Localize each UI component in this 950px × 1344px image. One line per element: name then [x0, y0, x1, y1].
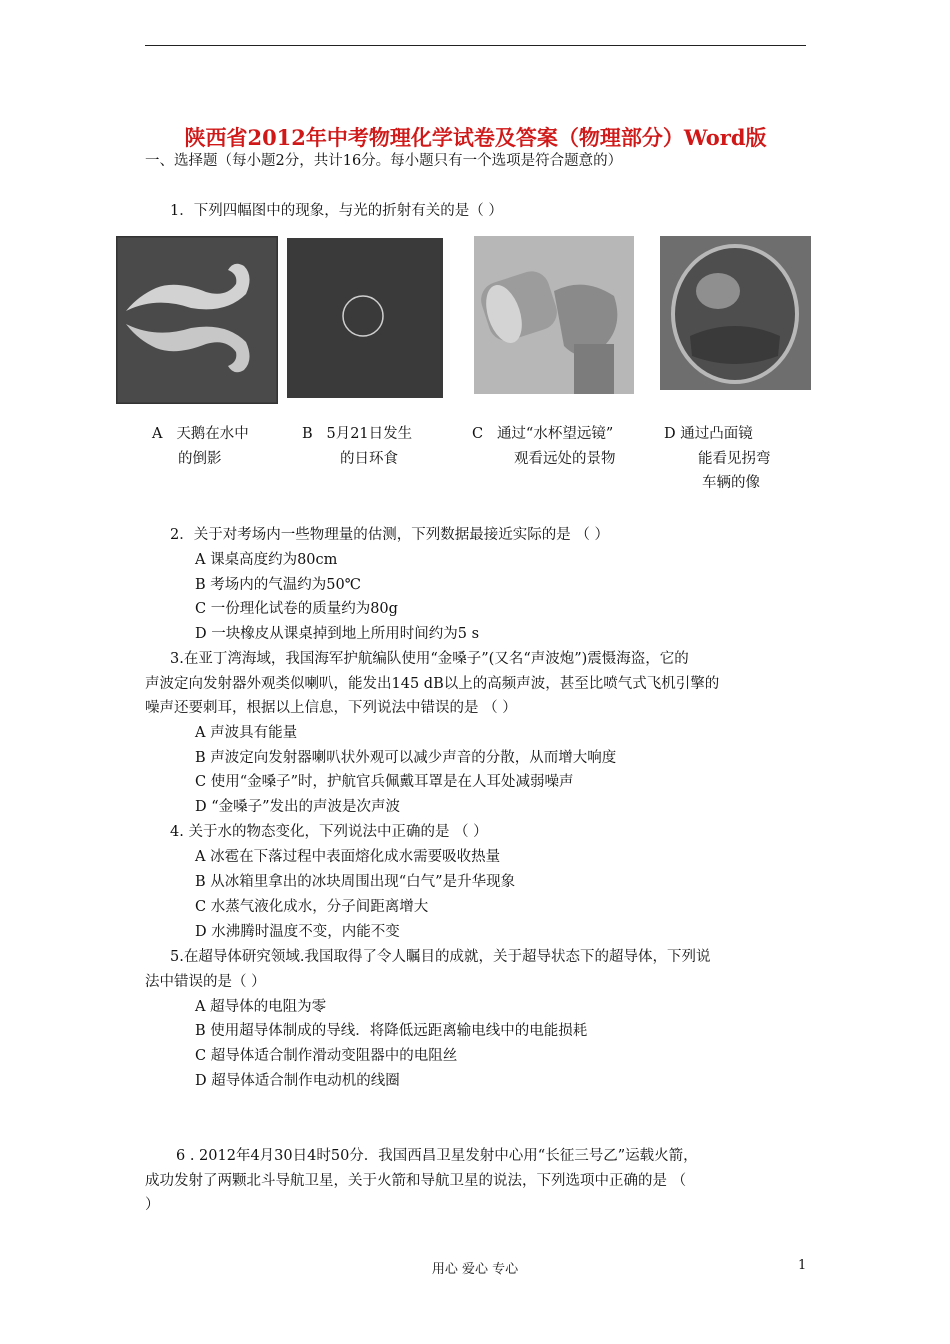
q5-option-d: D 超导体适合制作电动机的线圈 [195, 1073, 400, 1089]
q2-option-b: B 考场内的气温约为50℃ [195, 577, 361, 593]
convex-mirror-image [660, 236, 811, 390]
q4-option-c: C 水蒸气液化成水，分子间距离增大 [195, 899, 429, 915]
q1-caption-a [152, 422, 249, 447]
caption-line: 天鹅在水中 [176, 426, 249, 442]
q1-caption-d [664, 422, 753, 447]
q6-stem-line1: 6 . 2012年4月30日4时50分．我国西昌卫星发射中心用“长征三号乙”运载火箭， [176, 1148, 698, 1164]
q1-caption-c [472, 422, 613, 447]
q1-caption-d-line3: 车辆的像 [702, 475, 760, 491]
q2-option-a: A 课桌高度约为80cm [195, 552, 338, 568]
q1-stem: 1．下列四幅图中的现象，与光的折射有关的是（ ） [170, 203, 503, 219]
caption-line: 5月21日发生 [326, 426, 413, 442]
caption-line: 通过凸面镜 [680, 426, 753, 442]
q1-caption-b-line2: 的日环食 [340, 451, 398, 467]
page-title: 陕西省2012年中考物理化学试卷及答案（物理部分）Word版 [184, 125, 767, 150]
q4-option-a: A 冰雹在下落过程中表面熔化成水需要吸收热量 [195, 849, 501, 865]
q3-option-b: B 声波定向发射器喇叭状外观可以减少声音的分散，从而增大响度 [195, 750, 617, 766]
caption-letter: B [302, 426, 313, 442]
q3-option-a: A 声波具有能量 [195, 725, 298, 741]
q1-caption-b [302, 422, 412, 447]
q2-stem: 2．关于对考场内一些物理量的估测，下列数据最接近实际的是 （ ） [170, 527, 609, 543]
q5-stem-line1: 5.在超导体研究领域.我国取得了令人瞩目的成就，关于超导状态下的超导体，下列说 [170, 949, 711, 965]
q3-stem-line2: 声波定向发射器外观类似喇叭，能发出145 dB以上的高频声波，甚至比喷气式飞机引擎的 [145, 676, 720, 692]
q1-caption-c-line2: 观看远处的景物 [514, 451, 616, 467]
q3-option-c: C 使用“金嗓子”时，护航官兵佩戴耳罩是在人耳处减弱噪声 [195, 774, 574, 790]
q3-option-d: D “金嗓子”发出的声波是次声波 [195, 799, 401, 815]
q5-option-b: B 使用超导体制成的导线．将降低远距离输电线中的电能损耗 [195, 1023, 588, 1039]
page-number: 1 [798, 1258, 807, 1273]
q4-option-d: D 水沸腾时温度不变，内能不变 [195, 924, 400, 940]
solar-eclipse-image [287, 238, 443, 398]
caption-letter: C [472, 426, 484, 442]
q4-stem: 4. 关于水的物态变化，下列说法中正确的是 （ ） [170, 824, 488, 840]
q1-caption-a-line2: 的倒影 [178, 451, 222, 467]
q1-caption-d-line2: 能看见拐弯 [698, 451, 771, 467]
q2-option-c: C 一份理化试卷的质量约为80g [195, 601, 398, 617]
q5-stem-line2: 法中错误的是（ ） [145, 974, 266, 990]
q3-stem-line1: 3.在亚丁湾海域，我国海军护航编队使用“金嗓子”(又名“声波炮”)震慑海盗，它的 [170, 651, 689, 667]
q6-stem-line3: ） [145, 1197, 160, 1213]
section-heading: 一、选择题（每小题2分，共计16分。每小题只有一个选项是符合题意的） [145, 153, 623, 169]
q4-option-b: B 从冰箱里拿出的冰块周围出现“白气”是升华现象 [195, 874, 516, 890]
caption-line: 通过“水杯望远镜” [496, 426, 614, 442]
q5-option-a: A 超导体的电阻为零 [195, 999, 327, 1015]
caption-letter: D [664, 426, 676, 442]
header-rule [145, 45, 806, 46]
q6-stem-line2: 成功发射了两颗北斗导航卫星，关于火箭和导航卫星的说法，下列选项中正确的是 （ [145, 1173, 687, 1189]
q3-stem-line3: 噪声还要刺耳，根据以上信息，下列说法中错误的是 （ ） [145, 700, 517, 716]
swan-reflection-image [116, 236, 278, 404]
q2-option-d: D 一块橡皮从课桌掉到地上所用时间约为5 s [195, 626, 480, 642]
caption-letter: A [152, 426, 163, 442]
footer-motto: 用心 爱心 专心 [431, 1262, 519, 1277]
water-cup-telescope-image [474, 236, 634, 394]
q5-option-c: C 超导体适合制作滑动变阻器中的电阻丝 [195, 1048, 458, 1064]
